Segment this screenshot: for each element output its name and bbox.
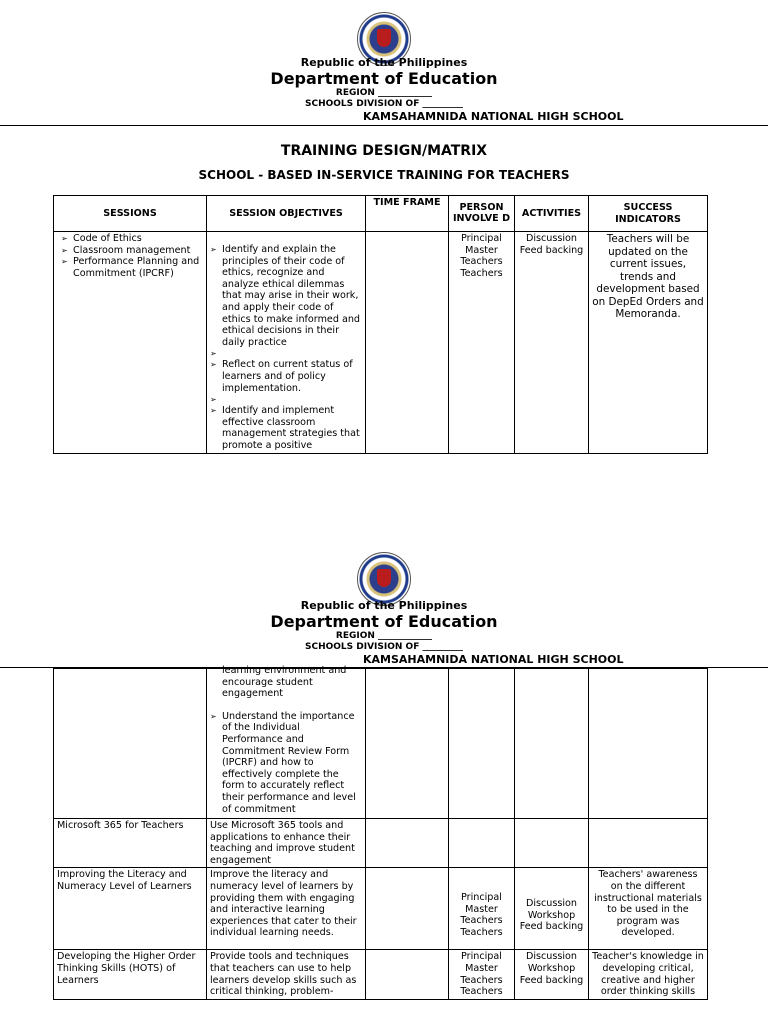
- success-cell: Teachers' awareness on the different instructional materials to be used in the program was developed.: [589, 868, 708, 950]
- success-cell: Teachers will be updated on the current issues, trends and development based on DepEd Orders and Memoranda.: [589, 232, 708, 454]
- republic-label: Republic of the Philippines: [300, 56, 468, 69]
- activities-cell: Discussion Workshop Feed backing: [515, 868, 589, 950]
- table-row: [54, 819, 708, 868]
- session-item: ➢ Performance Planning and Commitment (IPCRF): [57, 256, 203, 279]
- persons-cell: Principal Master Teachers Teachers: [449, 950, 515, 999]
- col-header-sessions: SESSIONS: [54, 196, 207, 232]
- col-header-time-frame: TIME FRAME: [366, 196, 449, 232]
- table-header-row: [54, 196, 708, 232]
- region-label: REGION ____________: [335, 88, 433, 98]
- activities-cell: Discussion Workshop Feed backing: [515, 950, 589, 999]
- objective-item: ➢ Understand the importance of the Individual Performance and Commitment Review Form (IPCRF) and how to effectively complete the form to accurately reflect their performance and level of commitment: [210, 711, 362, 815]
- department-title: Department of Education: [270, 69, 498, 88]
- objective-item: ➢ Identify and implement effective classroom management strategies that promote a positive: [210, 405, 362, 451]
- session-item: ➢ Code of Ethics: [57, 233, 203, 245]
- division-label: SCHOOLS DIVISION OF _________: [305, 642, 463, 652]
- objectives-cell: [207, 665, 366, 819]
- time-frame-cell: [366, 232, 449, 454]
- col-header-objectives: SESSION OBJECTIVES: [207, 196, 366, 232]
- session-item: ➢ Classroom management: [57, 245, 203, 257]
- training-matrix-table: [53, 195, 708, 454]
- objectives-cell: Provide tools and techniques that teachers can use to help learners develop skills such as critical thinking, problem-: [207, 950, 366, 999]
- republic-label: Republic of the Philippines: [300, 599, 468, 612]
- table-row: [54, 868, 708, 950]
- success-cell: Teacher's knowledge in developing critical, creative and higher order thinking skills: [589, 950, 708, 999]
- sessions-cell: [54, 669, 207, 819]
- objective-continuation: learning environment and encourage student engagement: [222, 665, 347, 700]
- region-label: REGION ____________: [335, 631, 433, 641]
- deped-seal-icon: [357, 552, 411, 606]
- persons-cell: Principal Master Teachers Teachers: [449, 868, 515, 950]
- school-name: KAMSAHAMNIDA NATIONAL HIGH SCHOOL: [363, 110, 624, 123]
- header-divider: [0, 125, 768, 126]
- department-title: Department of Education: [270, 612, 498, 631]
- persons-cell: Principal Master Teachers Teachers: [449, 232, 515, 454]
- sessions-cell: Improving the Literacy and Numeracy Level of Learners: [54, 868, 207, 950]
- table-row: [54, 669, 708, 819]
- sessions-cell: [54, 232, 207, 454]
- col-header-activities: ACTIVITIES: [515, 196, 589, 232]
- page-title: TRAINING DESIGN/MATRIX: [280, 143, 488, 159]
- activities-cell: Discussion Feed backing: [515, 232, 589, 454]
- objective-item: ➢ Reflect on current status of learners and of policy implementation.: [210, 359, 362, 394]
- page-subtitle: SCHOOL - BASED IN-SERVICE TRAINING FOR TEACHERS: [198, 168, 570, 182]
- col-header-success-indicators: SUCCESS INDICATORS: [589, 196, 708, 232]
- sessions-cell: Microsoft 365 for Teachers: [54, 819, 207, 868]
- col-header-person-involved: PERSON INVOLVE D: [449, 196, 515, 232]
- school-name: KAMSAHAMNIDA NATIONAL HIGH SCHOOL: [363, 653, 624, 666]
- objectives-cell: [207, 232, 366, 454]
- objectives-cell: Improve the literacy and numeracy level of learners by providing them with engaging and interactive learning experiences that cater to their individual learning needs.: [207, 868, 366, 950]
- objectives-cell: Use Microsoft 365 tools and applications to enhance their teaching and improve student engagement: [207, 819, 366, 868]
- sessions-cell: Developing the Higher Order Thinking Skills (HOTS) of Learners: [54, 950, 207, 999]
- objective-item: ➢ Identify and explain the principles of their code of ethics, recognize and analyze ethical dilemmas that may arise in their work, and apply their code of ethics to make informed and ethical decisions in their daily practice: [210, 244, 362, 348]
- training-matrix-table-continued: [53, 665, 708, 1000]
- division-label: SCHOOLS DIVISION OF _________: [305, 99, 463, 109]
- table-row: [54, 950, 708, 999]
- table-row: [54, 232, 708, 454]
